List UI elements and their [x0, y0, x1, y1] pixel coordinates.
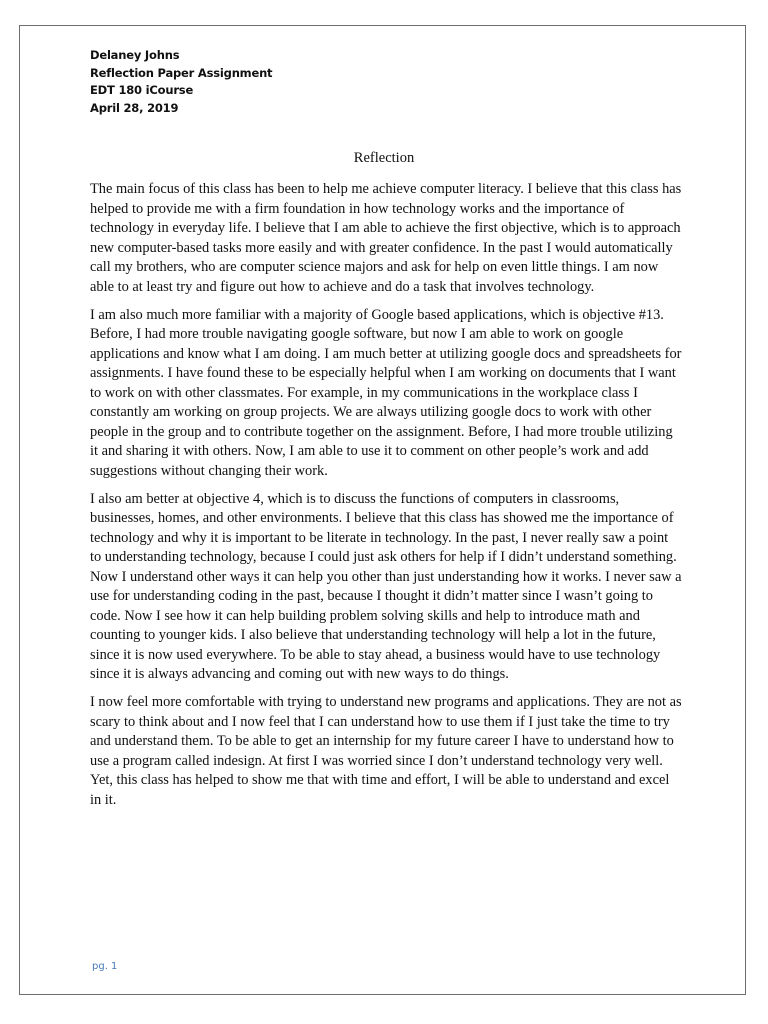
document-body	[90, 180, 682, 819]
paragraph-2: I am also much more familiar with a majority of Google based applications, which is objective #13. Before, I had more trouble navigating google software, but now I am able to work on google applications and know what I am doing. I am much better at utilizing google docs and spreadsheets for assignments. I have found these to be especially helpful when I am working on documents that I want to work on with other classmates. For example, in my communications in the workplace class I constantly am working on group projects. We are always utilizing google docs to work with other people in the group and to contribute together on the assignment. Before, I had more trouble utilizing it and sharing it with others. Now, I am able to use it to comment on other people’s work and add suggestions without changing their work.	[90, 306, 682, 479]
paragraph-4: I now feel more comfortable with trying to understand new programs and applications. They are not as scary to think about and I now feel that I can understand how to use them if I just take the time to try and understand them. To be able to get an internship for my future career I have to understand how to use a program called indesign. At first I was worried since I don’t understand technology very well. Yet, this class has helped to show me that with time and effort, I will be able to understand and excel in it.	[90, 694, 682, 808]
course-name: EDT 180 iCourse	[90, 83, 194, 97]
paragraph-1: The main focus of this class has been to help me achieve computer literacy. I believe that this class has helped to provide me with a firm foundation in how technology works and the importance of technology in everyday life. I believe that I am able to achieve the first objective, which is to approach new computer-based tasks more easily and with greater confidence. In the past I would automatically call my brothers, who are computer science majors and ask for help on even little things. I am now able to at least try and figure out how to achieve and do a task that involves technology.	[90, 181, 682, 295]
document-date: April 28, 2019	[90, 100, 179, 115]
document-header	[90, 47, 272, 117]
document-title: Reflection	[353, 150, 415, 166]
assignment-name: Reflection Paper Assignment	[90, 65, 273, 80]
page-number: pg. 1	[92, 961, 118, 972]
author-name: Delaney Johns	[90, 48, 180, 62]
paragraph-3: I also am better at objective 4, which is to discuss the functions of computers in classrooms, businesses, homes, and other environments. I believe that this class has showed me the importance of technology and why it is important to be literate in technology. In the past, I never really saw a point to understanding technology, because I could just ask others for help if I didn’t understand something. Now I understand other ways it can help you other than just understanding how it works. I never saw a use for understanding coding in the past, because I thought it didn’t matter since I wasn’t going to code. Now I see how it can help building problem solving skills and help to introduce math and counting to younger kids. I also believe that understanding technology will help a lot in the future, since it is now used everywhere. To be able to stay ahead, a business would have to use technology since it is always advancing and coming out with new ways to do things.	[90, 490, 682, 682]
